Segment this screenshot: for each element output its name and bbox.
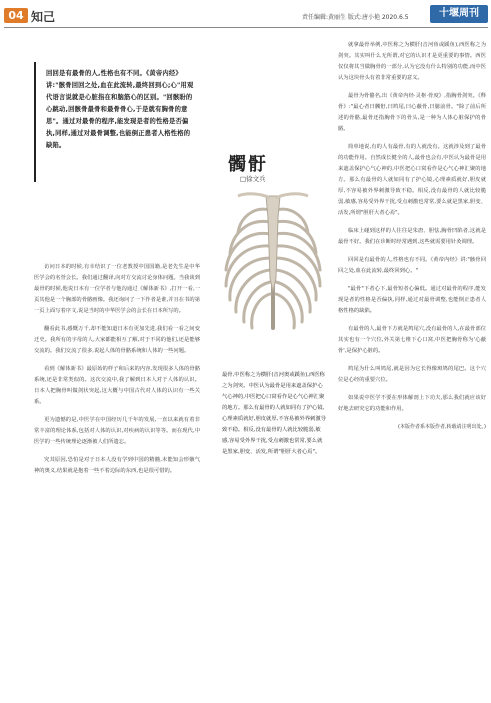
- body-paragraph: 就拿最骨举例,中医称之为横肝(音河鱼或蹊鱼),西医称之为剑突。其实叫什么无所谓,对它的认识才是更重要的事情。西医仅仅将其当做胸骨的一部分,认为它没有什么特别的功能,而中医认为这块骨头有着非常重要的意义。: [338, 42, 486, 81]
- header-divider: [4, 27, 488, 28]
- ribcage-illustration: [218, 188, 328, 360]
- body-paragraph: 最骨为骨骼名,出《黄帝内经·灵枢·骨度》,指胸骨剑突。《释骨》:"最心者曰髑骬,曰鸠尾,曰心蔽骨,曰臆前骨。"除了前后所述的骨骼,最骨还指胸骨下的骨头,是一种为人体心脏保护的骨骼。: [338, 93, 486, 132]
- article-footnote: (本版作者系本版作者,转载请注明出处。): [398, 424, 486, 430]
- page-header: [0, 0, 491, 28]
- body-paragraph: 看到《解体新书》最原始的样子和后来的内容,发现很多人体的骨骼系统,还是非常类似的。这次交流中,我了解到日本人对于人体的认识。日本人把胸骨叫做剑状突起,这大概与中国古代对人体的认识有一些关系。: [34, 366, 200, 405]
- body-paragraph: 访问日本的时候,有幸结识了一位老教授中国国籍,是老先生是中华医学会的名誉会长。我们通过翻译,向对方交流讨论身体问题。当我谈到最骨的时候,他说日本有一位学者与他沟通过《解体新书》,打开一看,一页其他是一个胸部的骨骼画像。我还询问了一下作者是谁,并且在书的第一页上面写着序文,说是当时的中华医学会的会长在日本所写的。: [34, 264, 200, 314]
- article-title: 髑骬: [228, 154, 268, 175]
- illustration-caption: 最骨,中医称之为横肝(音河奥或蹊鱼),西医称之为剑突。中医认为最骨是用来遮盖保护心气心神的,中医把心口窝看作是心气心神汇聚的地方。那么有最骨的人就如同有了护心镜,心理素质就好,胆皮就厚,不容易被外界刺激导致不稳。相反,没有最骨的人就比较脆弱,敏感,容易受外界干扰,受点刺激也常常,要么就是黑家,胆变、活发,所谓"胆肝大者心焉"。: [222, 372, 327, 455]
- page-number-badge: 04: [4, 8, 28, 23]
- body-paragraph: 翻看此书,感慨万千,却不能知道日本有更加先进,我们看一看之间变迁史。我所有的字母的人,大家都能相互了解,对于不同的他们,还是能够交流的。我们交流了很多,说起人体的骨骼系统和人体的一些问题。: [34, 326, 200, 354]
- body-paragraph: 临床上碰到这样的人往往是朱唐、胆怯,胸骨凹陷者,这就是最骨不好。我们在诊断时经常遇到,这些就需要用针灸调理。: [338, 228, 486, 245]
- body-paragraph: 如果说中医学不要在形体解剖上下功夫,那么我们就应该好好地去研究它的功能和作用。: [338, 395, 486, 412]
- body-paragraph: 有最骨的人,最骨下方就是鸠尾穴,没有最骨的人,在最骨部位其实也有一个穴位,外关第七椎下心口窝,中医把胸骨称为'心蔽骨',是保护心脏的。: [338, 326, 486, 354]
- body-paragraph: "最骨"下者心下,最骨短者心偏低。通过对最骨的程序,能发现是者的性格是否偏执,同样,通过对最骨调整,也能倒正患者人格性格的缺陷。: [338, 286, 486, 314]
- newspaper-name: 十堰周刊: [430, 5, 488, 23]
- body-column-left: [34, 262, 200, 484]
- article-author: □徐文兵: [240, 175, 266, 183]
- body-column-right: [338, 40, 486, 433]
- editor-credits: 责任编辑:黄丽生 版式:唐小艳 2020.6.5: [302, 14, 409, 21]
- body-paragraph: 鸠尾为什么叫鸠尾,就是因为它长得像斑鸠的尾巴。这个穴位是心经的重要穴位。: [338, 366, 486, 383]
- lead-paragraph: 回回是有最骨的人,性格也有不同。《黄帝内经》讲:"骸骨回回之处,血在此流转,最终回到心;心"用观代语言说就是心脏指在和脑筋心的区别。"回骸盼的心跳动,回骸骨最骨和最骨骨心,于是就有胸骨的意思"。通过对最骨的程序,能发现是者的性格是否偏执,同样,通过对最骨调整,也能倒正患者人格性格的缺陷。: [46, 70, 194, 149]
- body-paragraph: 回回是有最骨的人,性格也有不同。《黄帝内经》讲:"骸骨回回之处,血在此流转,最终回到心。": [338, 257, 486, 274]
- body-paragraph: 究其原因,恐怕是对于日本人没有学到中国的精髓,未能知会形骸气神的奥义,结果就是抱着一些不着边际的东西,也是很可惜的。: [34, 457, 200, 474]
- body-paragraph: 更为遗憾的是,中医学在中国经历几千年的发展,一直以来就有着非常丰富的理论体系,包括对人体的认识,对疾病的认识等等。而在现代,中医学的一些传统理论逐渐被人们所遗忘。: [34, 417, 200, 445]
- section-label: 知己: [31, 10, 56, 24]
- body-paragraph: 简单地说,有的人有最骨,有的人就没有。这就涉及到了最骨的功能作用。自然成长健全的人,最骨也会有,中医认为最骨是用来遮盖保护心气心神的,中医把心口窝看作是心气心神汇聚的地方。那么有最骨的人就如同有了护心镜,心理素质就好,胆皮就厚,不容易被外界刺激导致不稳。相反,没有最骨的人就比较脆弱,敏感,容易受外界干扰,受点刺激也常常,要么就是黑家,胆变、活发,所谓"胆肝大者心焉"。: [338, 144, 486, 216]
